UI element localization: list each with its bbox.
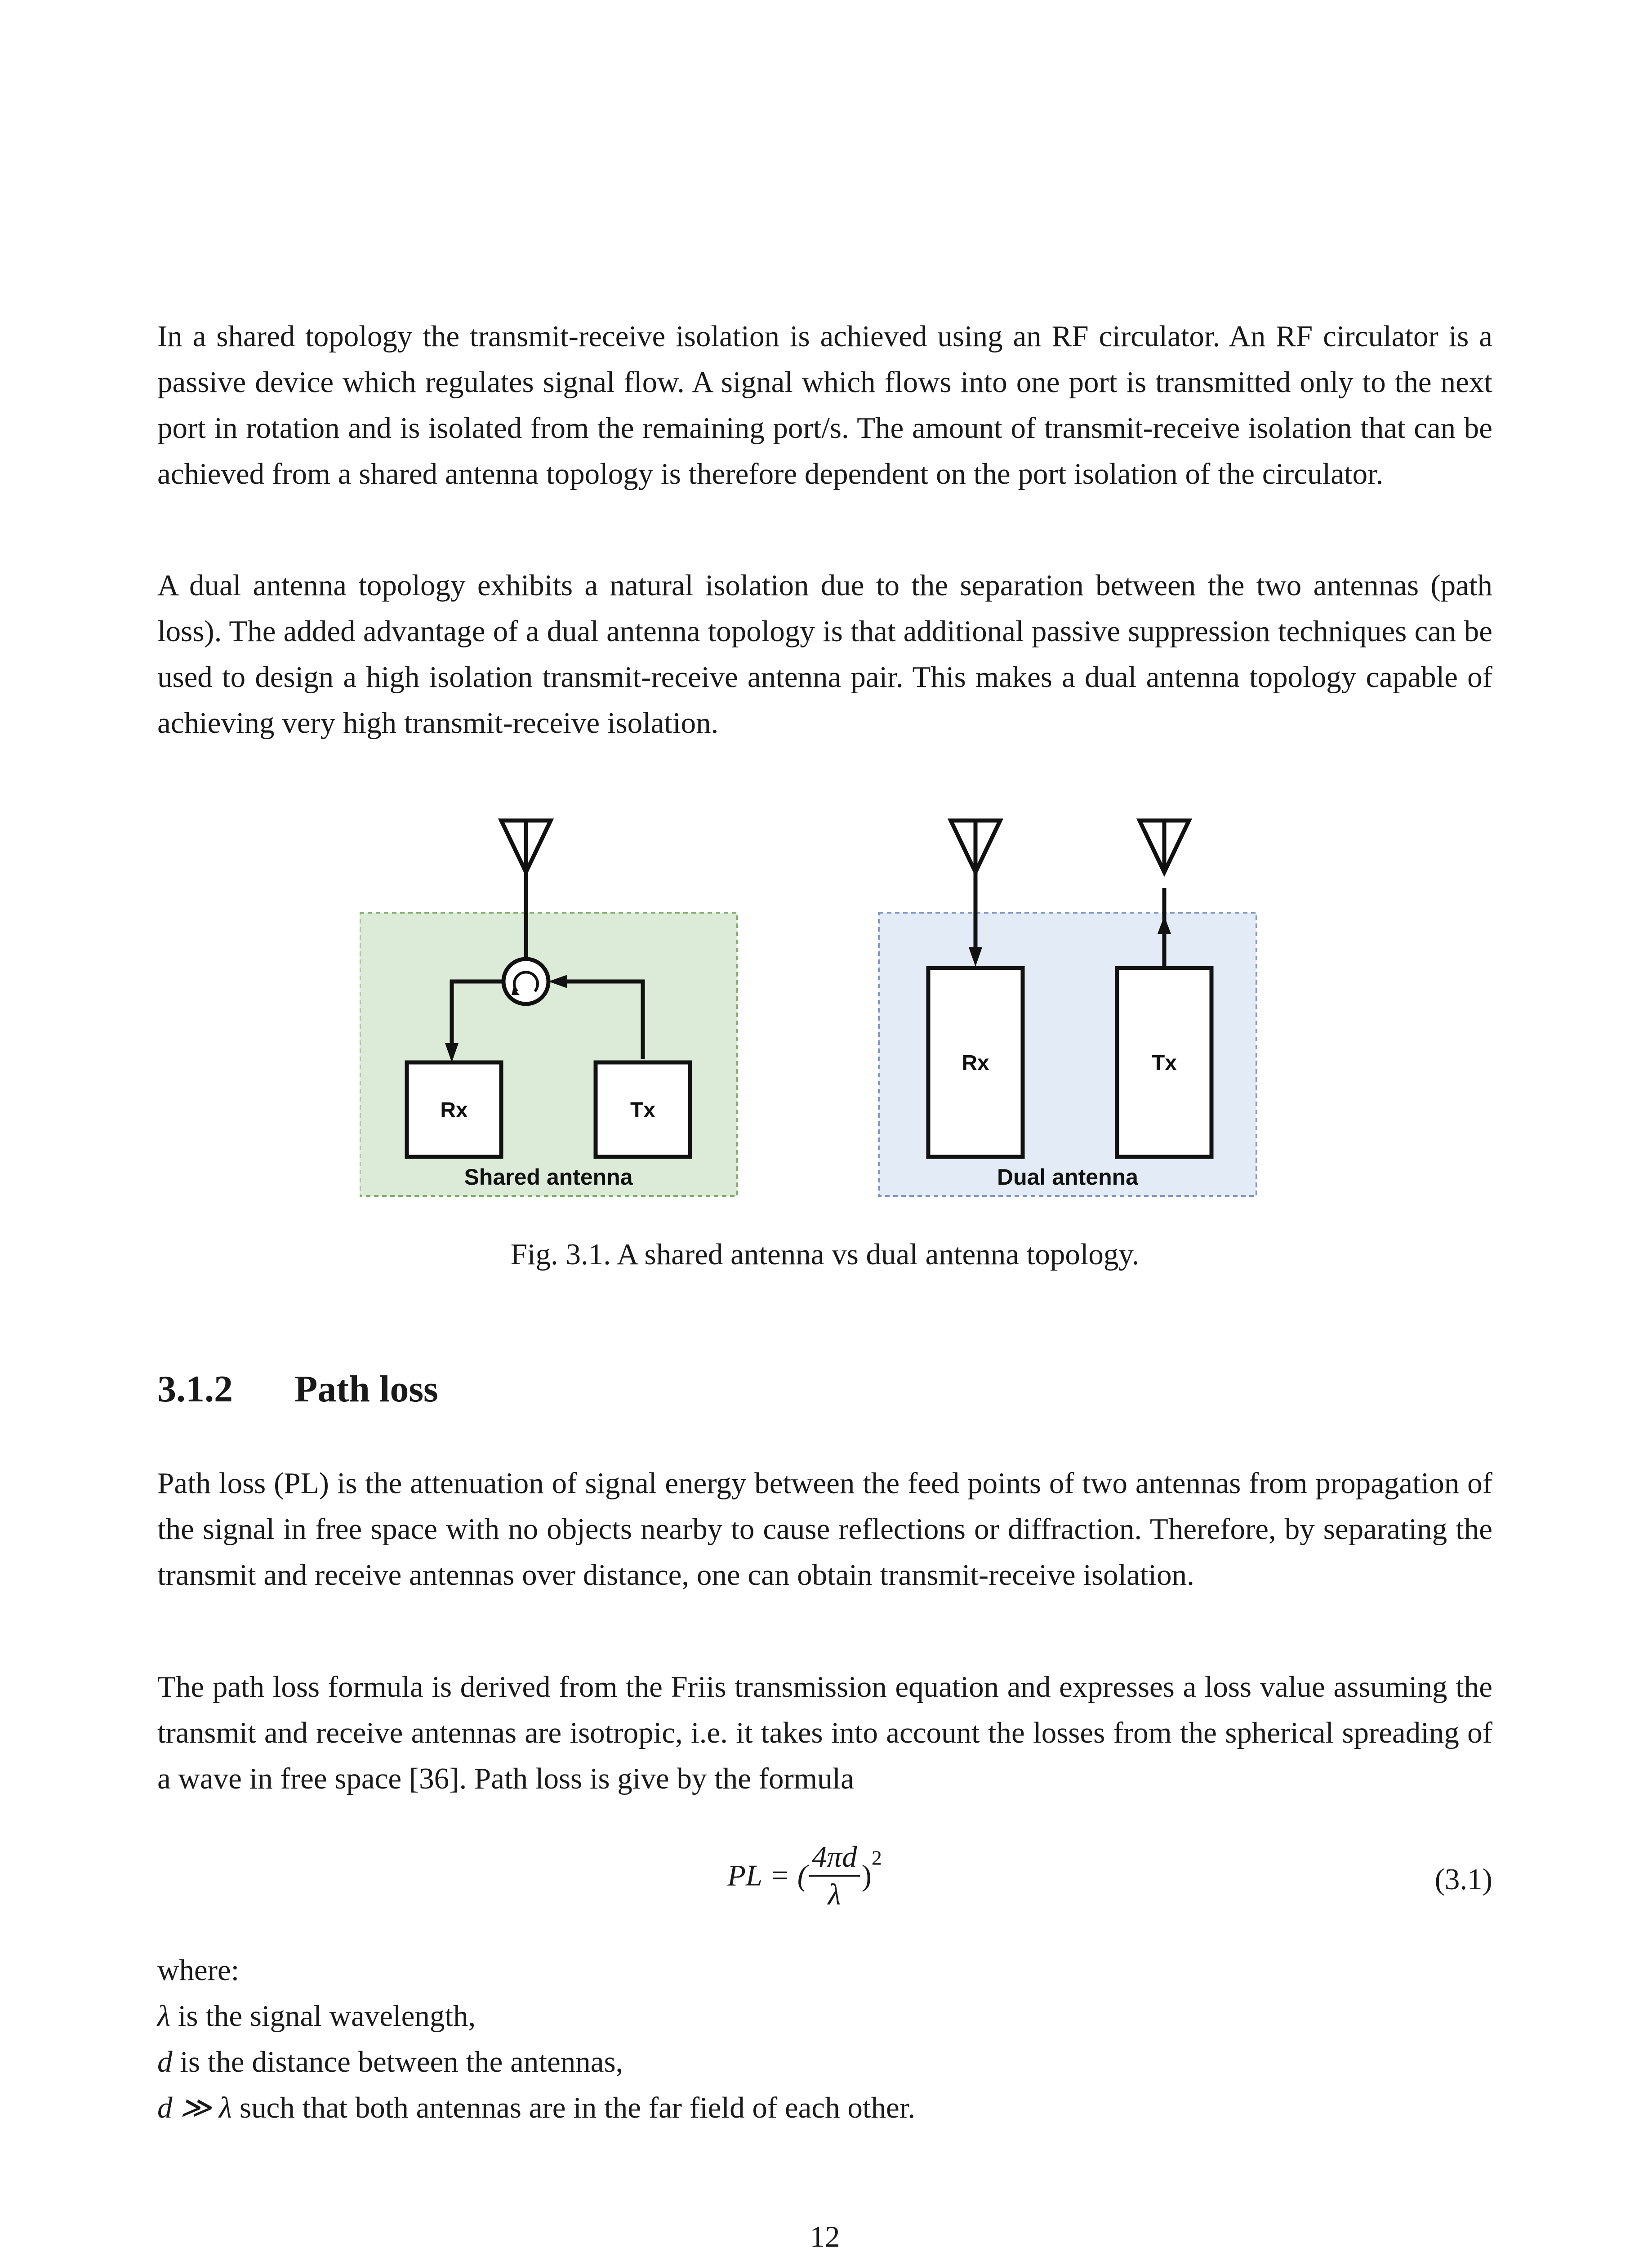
paragraph-path-loss-formula: The path loss formula is derived from the Friis transmission equation and expresses a loss value assuming the transmit and receive antennas are isotropic, i.e. it takes into account the losses from the spherical spreading of a wave in free space [36]. Path loss is give by the formula [157,1670,1492,1795]
definition-lambda: λ is the signal wavelength, [157,1999,476,2033]
page-number: 12 [810,2220,840,2248]
shared-tx-label: Tx [630,1098,656,1122]
section-number: 3.1.2 [157,1368,233,1410]
definition-d: d is the distance between the antennas, [157,2045,623,2079]
dual-rx-label: Rx [962,1051,989,1075]
section-heading [157,1365,438,1414]
paragraph-path-loss-definition: Path loss (PL) is the attenuation of signal energy between the feed points of two antennas from propagation of the signal in free space with no objects nearby to cause reflections or diffraction. Therefore, by separating the transmit and receive antennas over distance, one can obtain transmit-receive isolation. [157,1467,1492,1592]
tx-antenna-icon [1140,821,1189,872]
antenna-icon [501,821,551,872]
equation-exponent: 2 [871,1846,882,1869]
paragraph-shared-topology: In a shared topology the transmit-receive isolation is achieved using an RF circulator. An RF circulator is a passive device which regulates signal flow. A signal which flows into one port is transmitted only to the next port in rotation and is isolated from the remaining port/s. The amount of transmit-receive isolation that can be achieved from a shared antenna topology is therefore dependent on the port isolation of the circulator. [157,320,1492,491]
equation-close: ) [861,1859,872,1892]
definition-far-field: d ≫ λ such that both antennas are in the far field of each other. [157,2091,916,2124]
equation-formula [727,1839,882,1913]
circulator-icon [503,959,548,1004]
figure-antenna-topologies [360,816,1281,1221]
equation-lhs: PL = ( [727,1859,808,1892]
section-title: Path loss [294,1368,438,1410]
shared-antenna-label: Shared antenna [464,1164,633,1190]
dual-antenna-label: Dual antenna [997,1164,1138,1190]
dual-tx-label: Tx [1151,1051,1177,1075]
equation-numerator: 4πd [809,1839,860,1877]
paragraph-dual-topology: A dual antenna topology exhibits a natural isolation due to the separation between the two antennas (path loss). The added advantage of a dual antenna topology is that additional passive suppression techniques can be used to design a high isolation transmit-receive antenna pair. This makes a dual antenna topology capable of achieving very high transmit-receive isolation. [157,569,1492,740]
figure-caption: Fig. 3.1. A shared antenna vs dual antenna topology. [510,1238,1140,1271]
equation-denominator: λ [828,1878,841,1911]
shared-rx-label: Rx [440,1098,468,1122]
equation-number: (3.1) [1434,1863,1492,1896]
equation-fraction [809,1839,860,1913]
equation-path-loss [157,1839,1492,1938]
definitions [157,1947,915,2131]
rx-antenna-icon [951,821,1000,872]
definitions-where: where: [157,1954,240,1987]
